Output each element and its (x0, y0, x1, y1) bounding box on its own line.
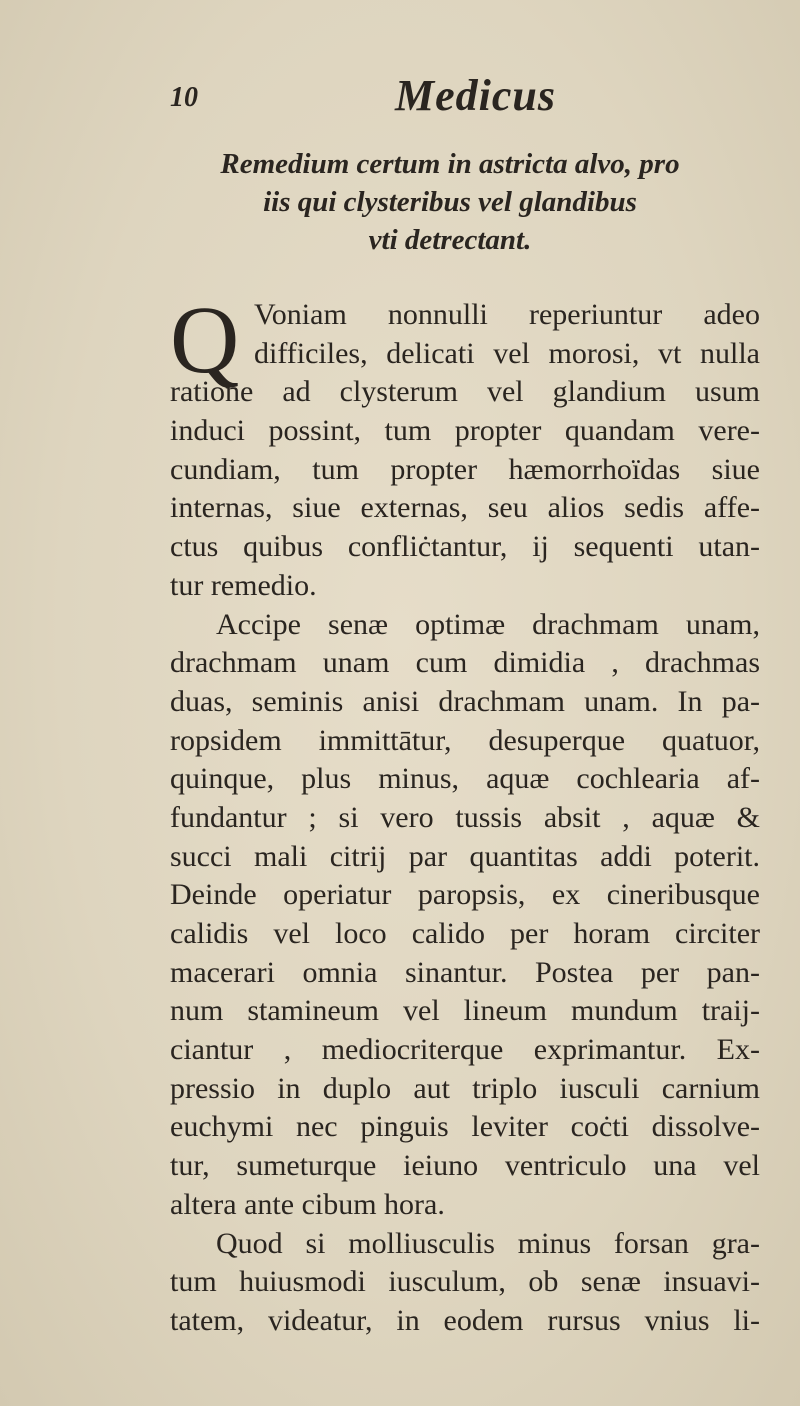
text-line: tatem, videatur, in eodem rursus vnius li- (170, 1303, 760, 1337)
text-line: fundantur ; si vero tussis absit , aquæ & (170, 800, 760, 834)
text-line: Quod si molliusculis minus forsan gra- (216, 1226, 760, 1260)
running-title: Medicus (395, 71, 556, 120)
body-text (170, 286, 760, 1341)
text-line: duas, seminis anisi drachmam unam. In pa- (170, 684, 760, 718)
text-line: tur, sumeturque ieiuno ventriculo una vel (170, 1149, 760, 1183)
text-line: tum huiusmodi iusculum, ob senæ insuavi- (170, 1265, 760, 1299)
text-line: succi mali citrij par quantitas addi poterit. (170, 839, 760, 873)
text-line: macerari omnia sinantur. Postea per pan- (170, 955, 760, 989)
text-line: cundiam, tum propter hæmorrhoïdas siue (170, 452, 760, 486)
text-line: euchymi nec pinguis leviter coċti dissolve- (170, 1110, 760, 1144)
text-line: Voniam nonnulli reperiuntur adeo (254, 298, 760, 331)
text-line: drachmam unam cum dimidia , drachmas (170, 646, 760, 680)
running-head (0, 70, 800, 130)
text-line: ratione ad clysterum vel glandium usum (170, 375, 760, 409)
text-line: ropsidem immittātur, desuperque quatuor, (170, 723, 760, 757)
text-line: Accipe senæ optimæ drachmam unam, (216, 607, 760, 641)
text-line: Deinde operiatur paropsis, ex cineribusque (170, 878, 760, 912)
heading-line: Remedium certum in astricta alvo, pro (220, 148, 680, 180)
text-line: pressio in duplo aut triplo iusculi carnium (170, 1071, 760, 1105)
text-line: calidis vel loco calido per horam circiter (170, 917, 760, 950)
text-line: difficiles, delicati vel morosi, vt nulla (254, 336, 760, 370)
section-heading (150, 145, 750, 259)
drop-capital: Q (170, 286, 240, 393)
heading-line: iis qui clysteribus vel glandibus (263, 186, 637, 218)
text-line: tur remedio. (170, 568, 317, 602)
text-line: ctus quibus confliċtantur, ij sequenti utan- (170, 530, 760, 564)
text-line: altera ante cibum hora. (170, 1187, 445, 1221)
text-line: induci possint, tum propter quandam vere- (170, 414, 760, 448)
page-number: 10 (170, 82, 198, 113)
heading-line: vti detrectant. (368, 224, 532, 256)
text-line: internas, siue externas, seu alios sedis affe- (170, 491, 760, 525)
text-line: ciantur , mediocriterque exprimantur. Ex- (170, 1033, 760, 1067)
text-line: quinque, plus minus, aquæ cochlearia af- (170, 762, 760, 796)
text-line: num stamineum vel lineum mundum traij- (170, 994, 760, 1028)
